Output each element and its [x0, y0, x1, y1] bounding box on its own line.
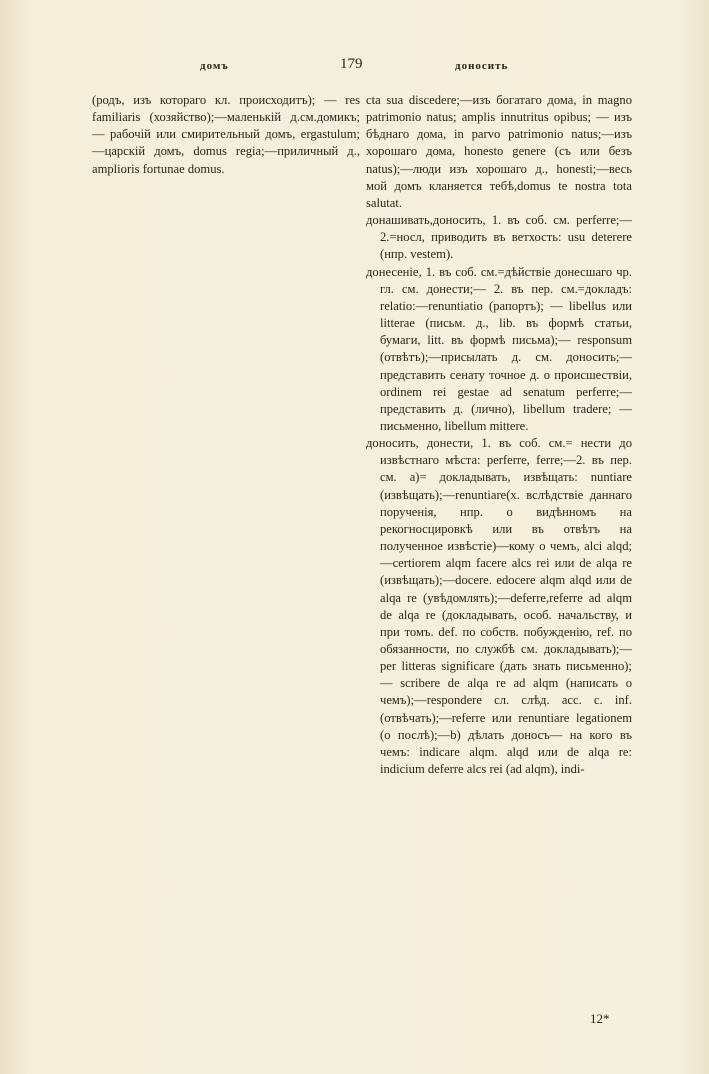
right-column	[366, 92, 632, 778]
entry-text: cta sua discedere;—изъ богатаго дома, in magno patrimonio natus; amplis innutritus opibus; — изъ бѣднаго дома, in parvo patrimonio natus;—изъ хорошаго дома, honesto genere (съ или безъ natus);—люди изъ хорошаго д., honesti;—весь мой домъ кланяется тебѣ,domus te nostra tota salutat.	[366, 93, 632, 210]
header-left-word: домъ	[200, 60, 229, 72]
page-header	[90, 56, 650, 84]
left-column	[92, 92, 360, 178]
header-right-word: доносить	[455, 60, 509, 72]
signature-mark: 12*	[590, 1011, 610, 1026]
entry-donashivat: донашивать,доносить, 1. въ соб. см. perferre;— 2.=носл, приводить въ ветхость: usu deterere (нпр. vestem).	[366, 213, 632, 262]
entry-donesenie: донесеніе, 1. въ соб. см.=дѣйствіе донесшаго чр. гл. см. донести;— 2. въ пер. см.=докладъ: relatio:—renuntiatio (рапортъ); — libellus или litterae (письм. д., lib. въ формѣ статьи, бумаги, litt. въ формѣ письма);— responsum (отвѣтъ);—присылать д. см. доносить;—представить сенату точное д. о происшествіи, ordinem rei gestae ad senatum perferre;— представить д. (лично), libellum tradere; — письменно, libellum mittere.	[366, 264, 632, 433]
entry-donosit: доносить, донести, 1. въ соб. см.= нести до извѣстнаго мѣста: perferre, ferre;—2. въ пер. см. а)= докладывать, извѣщать: nuntiare (извѣщать);—renuntiare(х. вслѣдствіе даннаго порученія, нпр. о видѣнномъ на рекогносцировкѣ или въ отвѣтъ на полученное извѣстіе)—кому о чемъ, alci alqd; —certiorem alqm facere alcs rei или de alqa re (извѣщать);—docere. edocere alqm alqd или de alqa re (увѣдомлять);—deferre,referre ad alqm de alqa re (докладывать, особ. начальству, и при томъ. def. по собств. побужденію, ref. по обязанности, по службѣ см. докладывать);—per litteras significare (дать знать письменно);— scribere de alqa re ad alqm (написать о чемъ);—respondere сл. слѣд. acc. c. inf. (отвѣчать);—referre или renuntiare legationem (о послѣ);—b) дѣлать доносъ— на кого въ чемъ: indicare alqm. alqd или de alqa re: indicium deferre alcs rei (ad alqm), indi-	[366, 436, 632, 777]
page-number: 179	[340, 56, 363, 72]
entry-text: (родъ, изъ котораго кл. происходитъ); — res familiaris (хозяйство);—маленькій д.см.домикъ; — рабочій или смирительный домъ, ergastulum;—царскій домъ, domus regia;—приличный д., amplioris fortunae domus.	[92, 93, 360, 176]
